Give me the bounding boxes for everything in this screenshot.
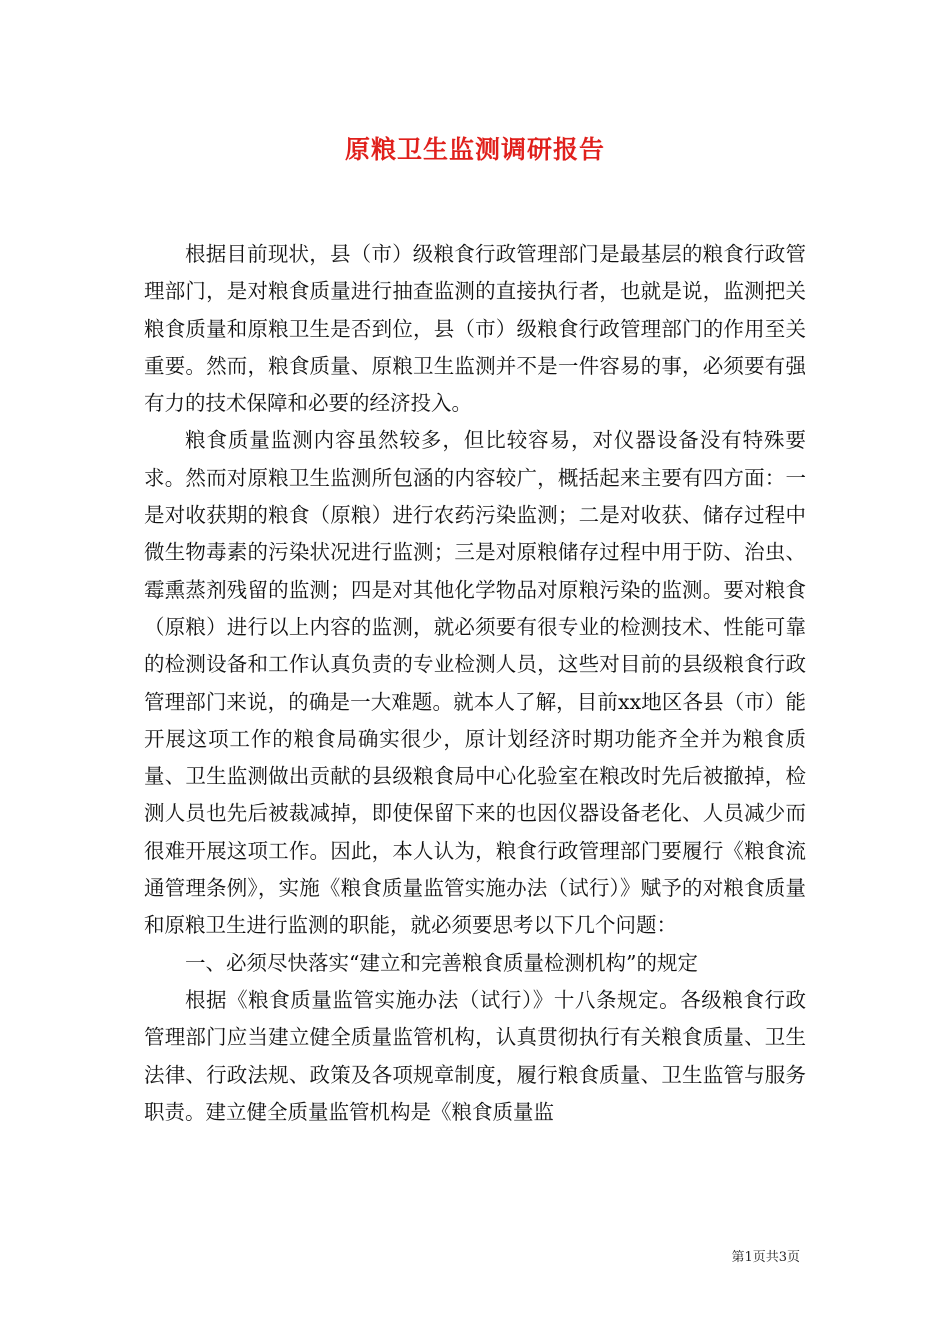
paragraph-1: 根据目前现状，县（市）级粮食行政管理部门是最基层的粮食行政管理部门，是对粮食质量进行抽查监测的直接执行者，也就是说，监测把关粮食质量和原粮卫生是否到位，县（市）级粮食行政管理部门的作用至关重要。然而，粮食质量、原粮卫生监测并不是一件容易的事，必须要有强有力的技术保障和必要的经济投入。	[144, 242, 806, 416]
document-title: 原粮卫生监测调研报告	[344, 135, 605, 164]
paragraph-3: 根据《粮食质量监管实施办法（试行）》十八条规定。各级粮食行政管理部门应当建立健全质量监管机构，认真贯彻执行有关粮食质量、卫生法律、行政法规、政策及各项规章制度，履行粮食质量、卫生监管与服务职责。建立健全质量监管机构是《粮食质量监	[144, 987, 806, 1124]
paragraph-2: 粮食质量监测内容虽然较多，但比较容易，对仪器设备没有特殊要求。然而对原粮卫生监测所包涵的内容较广，概括起来主要有四方面：一是对收获期的粮食（原粮）进行农药污染监测；二是对收获、储存过程中微生物毒素的污染状况进行监测；三是对原粮储存过程中用于防、治虫、霉熏蒸剂残留的监测；四是对其他化学物品对原粮污染的监测。要对粮食（原粮）进行以上内容的监测，就必须要有很专业的检测技术、性能可靠的检测设备和工作认真负责的专业检测人员，这些对目前的县级粮食行政管理部门来说，的确是一大难题。就本人了解，目前xx地区各县（市）能开展这项工作的粮食局确实很少，原计划经济时期功能齐全并为粮食质量、卫生监测做出贡献的县级粮食局中心化验室在粮改时先后被撤掉，检测人员也先后被裁减掉，即使保留下来的也因仪器设备老化、人员减少而很难开展这项工作。因此，本人认为，粮食行政管理部门要履行《粮食流通管理条例》，实施《粮食质量监管实施办法（试行）》赋予的对粮食质量和原粮卫生进行监测的职能，就必须要思考以下几个问题：	[144, 428, 806, 938]
document-body	[144, 236, 806, 1131]
page-number-footer: 第1页共3页	[731, 1250, 800, 1265]
section-heading-1: 一、必须尽快落实“建立和完善粮食质量检测机构”的规定	[185, 950, 698, 975]
